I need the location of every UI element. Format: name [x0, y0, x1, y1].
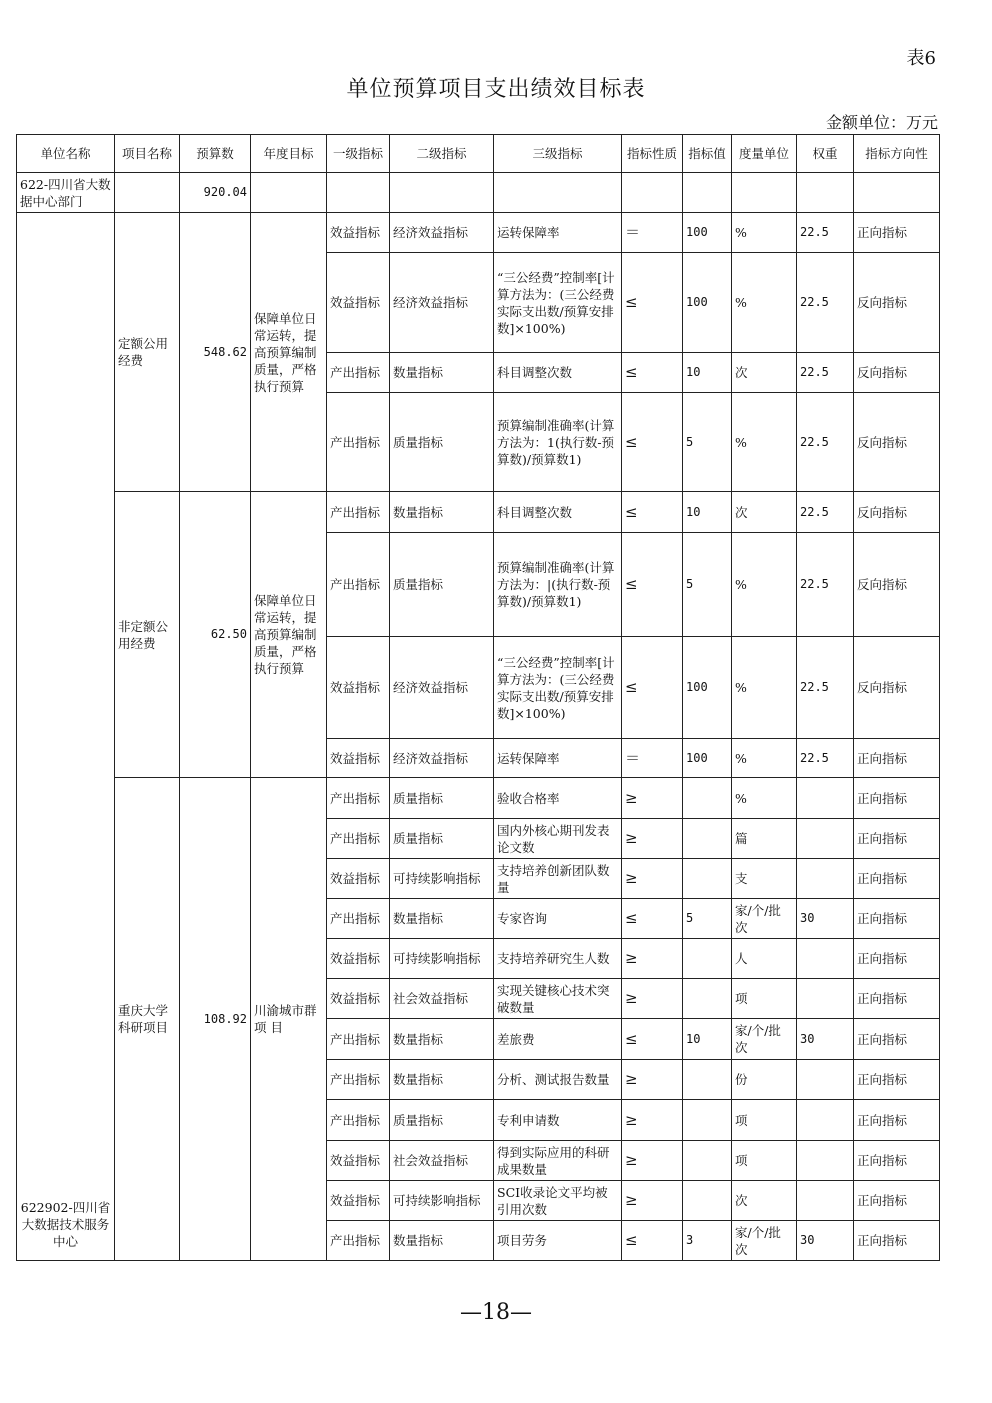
indicator-value	[683, 1141, 732, 1181]
indicator-nature: ＝	[622, 213, 683, 253]
level3-indicator: 支持培养研究生人数	[494, 939, 622, 979]
empty-cell	[683, 173, 732, 213]
indicator-nature: ≤	[622, 533, 683, 637]
empty-cell	[732, 173, 797, 213]
weight	[797, 939, 854, 979]
indicator-nature: ≥	[622, 1141, 683, 1181]
measure-unit: %	[732, 739, 797, 778]
measure-unit: 家/个/批次	[732, 1221, 797, 1261]
level3-indicator: “三公经费”控制率[计算方法为：(三公经费实际支出数/预算安排数]×100%)	[494, 253, 622, 353]
page-number: —18—	[460, 1300, 532, 1325]
indicator-nature: ≥	[622, 1060, 683, 1100]
header-cell: 一级指标	[327, 135, 390, 173]
indicator-direction: 正向指标	[854, 899, 940, 939]
level1-indicator: 效益指标	[327, 253, 390, 353]
weight: 30	[797, 1221, 854, 1261]
level1-indicator: 效益指标	[327, 1141, 390, 1181]
weight	[797, 1100, 854, 1141]
table-row	[17, 213, 940, 253]
indicator-value: 5	[683, 899, 732, 939]
indicator-direction: 正向指标	[854, 1060, 940, 1100]
level3-indicator: 科目调整次数	[494, 353, 622, 393]
weight	[797, 859, 854, 899]
level1-indicator: 产出指标	[327, 1060, 390, 1100]
empty-cell	[390, 173, 494, 213]
level1-indicator: 产出指标	[327, 492, 390, 533]
level1-indicator: 效益指标	[327, 1181, 390, 1221]
indicator-value: 10	[683, 1019, 732, 1060]
indicator-value	[683, 1060, 732, 1100]
header-cell: 项目名称	[115, 135, 180, 173]
indicator-value: 100	[683, 637, 732, 739]
project-budget: 108.92	[180, 778, 251, 1261]
project-name: 定额公用经费	[115, 213, 180, 492]
indicator-value: 3	[683, 1221, 732, 1261]
indicator-direction: 正向指标	[854, 739, 940, 778]
header-cell: 单位名称	[17, 135, 115, 173]
weight: 22.5	[797, 637, 854, 739]
indicator-direction: 正向指标	[854, 1181, 940, 1221]
indicator-direction: 反向指标	[854, 393, 940, 492]
indicator-value: 5	[683, 533, 732, 637]
level3-indicator: 专利申请数	[494, 1100, 622, 1141]
header-cell: 年度目标	[251, 135, 327, 173]
level3-indicator: 预算编制准确率(计算方法为：1(执行数-预算数)/预算数1)	[494, 393, 622, 492]
weight	[797, 819, 854, 859]
empty-cell	[797, 173, 854, 213]
indicator-nature: ≤	[622, 637, 683, 739]
measure-unit: 支	[732, 859, 797, 899]
level2-indicator: 数量指标	[390, 1060, 494, 1100]
level2-indicator: 经济效益指标	[390, 637, 494, 739]
header-cell: 预算数	[180, 135, 251, 173]
measure-unit: %	[732, 213, 797, 253]
indicator-value	[683, 1100, 732, 1141]
indicator-value	[683, 859, 732, 899]
measure-unit: 次	[732, 353, 797, 393]
measure-unit: 次	[732, 1181, 797, 1221]
level3-indicator: 得到实际应用的科研成果数量	[494, 1141, 622, 1181]
indicator-value: 100	[683, 213, 732, 253]
indicator-value: 100	[683, 739, 732, 778]
dept-row	[17, 173, 940, 213]
table-number: 表6	[906, 48, 936, 69]
indicator-value: 5	[683, 393, 732, 492]
indicator-value: 10	[683, 492, 732, 533]
weight	[797, 778, 854, 819]
level1-indicator: 产出指标	[327, 1100, 390, 1141]
indicator-nature: ≥	[622, 819, 683, 859]
page-title: 单位预算项目支出绩效目标表	[346, 77, 646, 102]
level1-indicator: 产出指标	[327, 533, 390, 637]
indicator-nature: ≥	[622, 1100, 683, 1141]
level3-indicator: 科目调整次数	[494, 492, 622, 533]
table-row	[17, 778, 940, 819]
weight: 22.5	[797, 739, 854, 778]
level3-indicator: 预算编制准确率(计算方法为：|(执行数-预算数)/预算数1)	[494, 533, 622, 637]
unit-name: 622902-四川省大数据技术服务中心	[17, 213, 115, 1261]
indicator-direction: 正向指标	[854, 1100, 940, 1141]
indicator-direction: 正向指标	[854, 979, 940, 1019]
indicator-direction: 正向指标	[854, 213, 940, 253]
indicator-direction: 正向指标	[854, 939, 940, 979]
empty-cell	[854, 173, 940, 213]
measure-unit: 篇	[732, 819, 797, 859]
indicator-direction: 反向指标	[854, 353, 940, 393]
weight: 22.5	[797, 253, 854, 353]
level2-indicator: 数量指标	[390, 353, 494, 393]
level3-indicator: 运转保障率	[494, 739, 622, 778]
project-name: 非定额公用经费	[115, 492, 180, 778]
indicator-nature: ＝	[622, 739, 683, 778]
indicator-nature: ≤	[622, 353, 683, 393]
indicator-value	[683, 778, 732, 819]
project-budget: 548.62	[180, 213, 251, 492]
measure-unit: 次	[732, 492, 797, 533]
indicator-direction: 反向指标	[854, 533, 940, 637]
indicator-direction: 反向指标	[854, 637, 940, 739]
indicator-value	[683, 979, 732, 1019]
measure-unit: 项	[732, 979, 797, 1019]
annual-goal: 保障单位日常运转，提高预算编制质量，严格执行预算	[251, 492, 327, 778]
level2-indicator: 社会效益指标	[390, 979, 494, 1019]
level3-indicator: 运转保障率	[494, 213, 622, 253]
annual-goal: 川渝城市群项 目	[251, 778, 327, 1261]
indicator-nature: ≥	[622, 778, 683, 819]
level2-indicator: 经济效益指标	[390, 253, 494, 353]
level1-indicator: 效益指标	[327, 979, 390, 1019]
weight: 22.5	[797, 533, 854, 637]
level3-indicator: 验收合格率	[494, 778, 622, 819]
indicator-nature: ≤	[622, 393, 683, 492]
level1-indicator: 产出指标	[327, 899, 390, 939]
header-cell: 度量单位	[732, 135, 797, 173]
empty-cell	[327, 173, 390, 213]
level2-indicator: 数量指标	[390, 1221, 494, 1261]
empty-cell	[494, 173, 622, 213]
indicator-value: 10	[683, 353, 732, 393]
indicator-value	[683, 939, 732, 979]
level1-indicator: 效益指标	[327, 213, 390, 253]
indicator-nature: ≤	[622, 1221, 683, 1261]
indicator-nature: ≥	[622, 1181, 683, 1221]
weight: 30	[797, 1019, 854, 1060]
weight: 22.5	[797, 213, 854, 253]
level2-indicator: 可持续影响指标	[390, 859, 494, 899]
measure-unit: 项	[732, 1141, 797, 1181]
level2-indicator: 质量指标	[390, 778, 494, 819]
indicator-direction: 正向指标	[854, 1221, 940, 1261]
level3-indicator: 国内外核心期刊发表论文数	[494, 819, 622, 859]
level1-indicator: 产出指标	[327, 1221, 390, 1261]
header-row	[17, 135, 940, 173]
indicator-direction: 正向指标	[854, 778, 940, 819]
indicator-value	[683, 819, 732, 859]
level1-indicator: 产出指标	[327, 819, 390, 859]
measure-unit: %	[732, 253, 797, 353]
indicator-direction: 正向指标	[854, 1019, 940, 1060]
level3-indicator: 专家咨询	[494, 899, 622, 939]
weight: 22.5	[797, 353, 854, 393]
header-cell: 指标值	[683, 135, 732, 173]
indicator-value	[683, 1181, 732, 1221]
indicator-direction: 正向指标	[854, 819, 940, 859]
level2-indicator: 社会效益指标	[390, 1141, 494, 1181]
indicator-direction: 正向指标	[854, 1141, 940, 1181]
indicator-nature: ≤	[622, 492, 683, 533]
level3-indicator: 实现关键核心技术突破数量	[494, 979, 622, 1019]
header-cell: 三级指标	[494, 135, 622, 173]
level2-indicator: 质量指标	[390, 533, 494, 637]
annual-goal: 保障单位日常运转，提高预算编制质量，严格执行预算	[251, 213, 327, 492]
empty-cell	[115, 173, 180, 213]
measure-unit: %	[732, 393, 797, 492]
indicator-nature: ≥	[622, 859, 683, 899]
measure-unit: 项	[732, 1100, 797, 1141]
project-name: 重庆大学科研项目	[115, 778, 180, 1261]
level1-indicator: 产出指标	[327, 393, 390, 492]
empty-cell	[622, 173, 683, 213]
project-budget: 62.50	[180, 492, 251, 778]
level2-indicator: 质量指标	[390, 393, 494, 492]
level3-indicator: 差旅费	[494, 1019, 622, 1060]
weight: 22.5	[797, 393, 854, 492]
level3-indicator: 支持培养创新团队数量	[494, 859, 622, 899]
indicator-direction: 反向指标	[854, 253, 940, 353]
header-cell: 指标性质	[622, 135, 683, 173]
level1-indicator: 效益指标	[327, 939, 390, 979]
level3-indicator: 项目劳务	[494, 1221, 622, 1261]
indicator-nature: ≤	[622, 253, 683, 353]
dept-budget: 920.04	[180, 173, 251, 213]
level1-indicator: 效益指标	[327, 739, 390, 778]
weight	[797, 1060, 854, 1100]
level3-indicator: “三公经费”控制率[计算方法为：(三公经费实际支出数/预算安排数]×100%)	[494, 637, 622, 739]
weight	[797, 1181, 854, 1221]
level3-indicator: SCI收录论文平均被引用次数	[494, 1181, 622, 1221]
level2-indicator: 数量指标	[390, 1019, 494, 1060]
indicator-nature: ≤	[622, 899, 683, 939]
weight	[797, 979, 854, 1019]
level1-indicator: 效益指标	[327, 637, 390, 739]
level2-indicator: 经济效益指标	[390, 213, 494, 253]
level2-indicator: 质量指标	[390, 1100, 494, 1141]
indicator-direction: 正向指标	[854, 859, 940, 899]
header-cell: 二级指标	[390, 135, 494, 173]
indicator-value: 100	[683, 253, 732, 353]
level1-indicator: 效益指标	[327, 859, 390, 899]
measure-unit: %	[732, 778, 797, 819]
measure-unit: %	[732, 637, 797, 739]
level1-indicator: 产出指标	[327, 353, 390, 393]
indicator-nature: ≤	[622, 1019, 683, 1060]
indicator-direction: 反向指标	[854, 492, 940, 533]
measure-unit: 家/个/批次	[732, 899, 797, 939]
indicator-nature: ≥	[622, 939, 683, 979]
level2-indicator: 可持续影响指标	[390, 939, 494, 979]
table-row	[17, 492, 940, 533]
header-cell: 权重	[797, 135, 854, 173]
level2-indicator: 经济效益指标	[390, 739, 494, 778]
empty-cell	[251, 173, 327, 213]
weight: 30	[797, 899, 854, 939]
measure-unit: 人	[732, 939, 797, 979]
weight: 22.5	[797, 492, 854, 533]
measure-unit: %	[732, 533, 797, 637]
level2-indicator: 可持续影响指标	[390, 1181, 494, 1221]
level3-indicator: 分析、测试报告数量	[494, 1060, 622, 1100]
weight	[797, 1141, 854, 1181]
measure-unit: 家/个/批次	[732, 1019, 797, 1060]
measure-unit: 份	[732, 1060, 797, 1100]
level1-indicator: 产出指标	[327, 778, 390, 819]
performance-target-table	[16, 134, 940, 1261]
level2-indicator: 数量指标	[390, 492, 494, 533]
indicator-nature: ≥	[622, 979, 683, 1019]
amount-unit-label: 金额单位：万元	[825, 113, 938, 132]
dept-name: 622-四川省大数据中心部门	[17, 173, 115, 213]
level2-indicator: 数量指标	[390, 899, 494, 939]
level1-indicator: 产出指标	[327, 1019, 390, 1060]
header-cell: 指标方向性	[854, 135, 940, 173]
level2-indicator: 质量指标	[390, 819, 494, 859]
